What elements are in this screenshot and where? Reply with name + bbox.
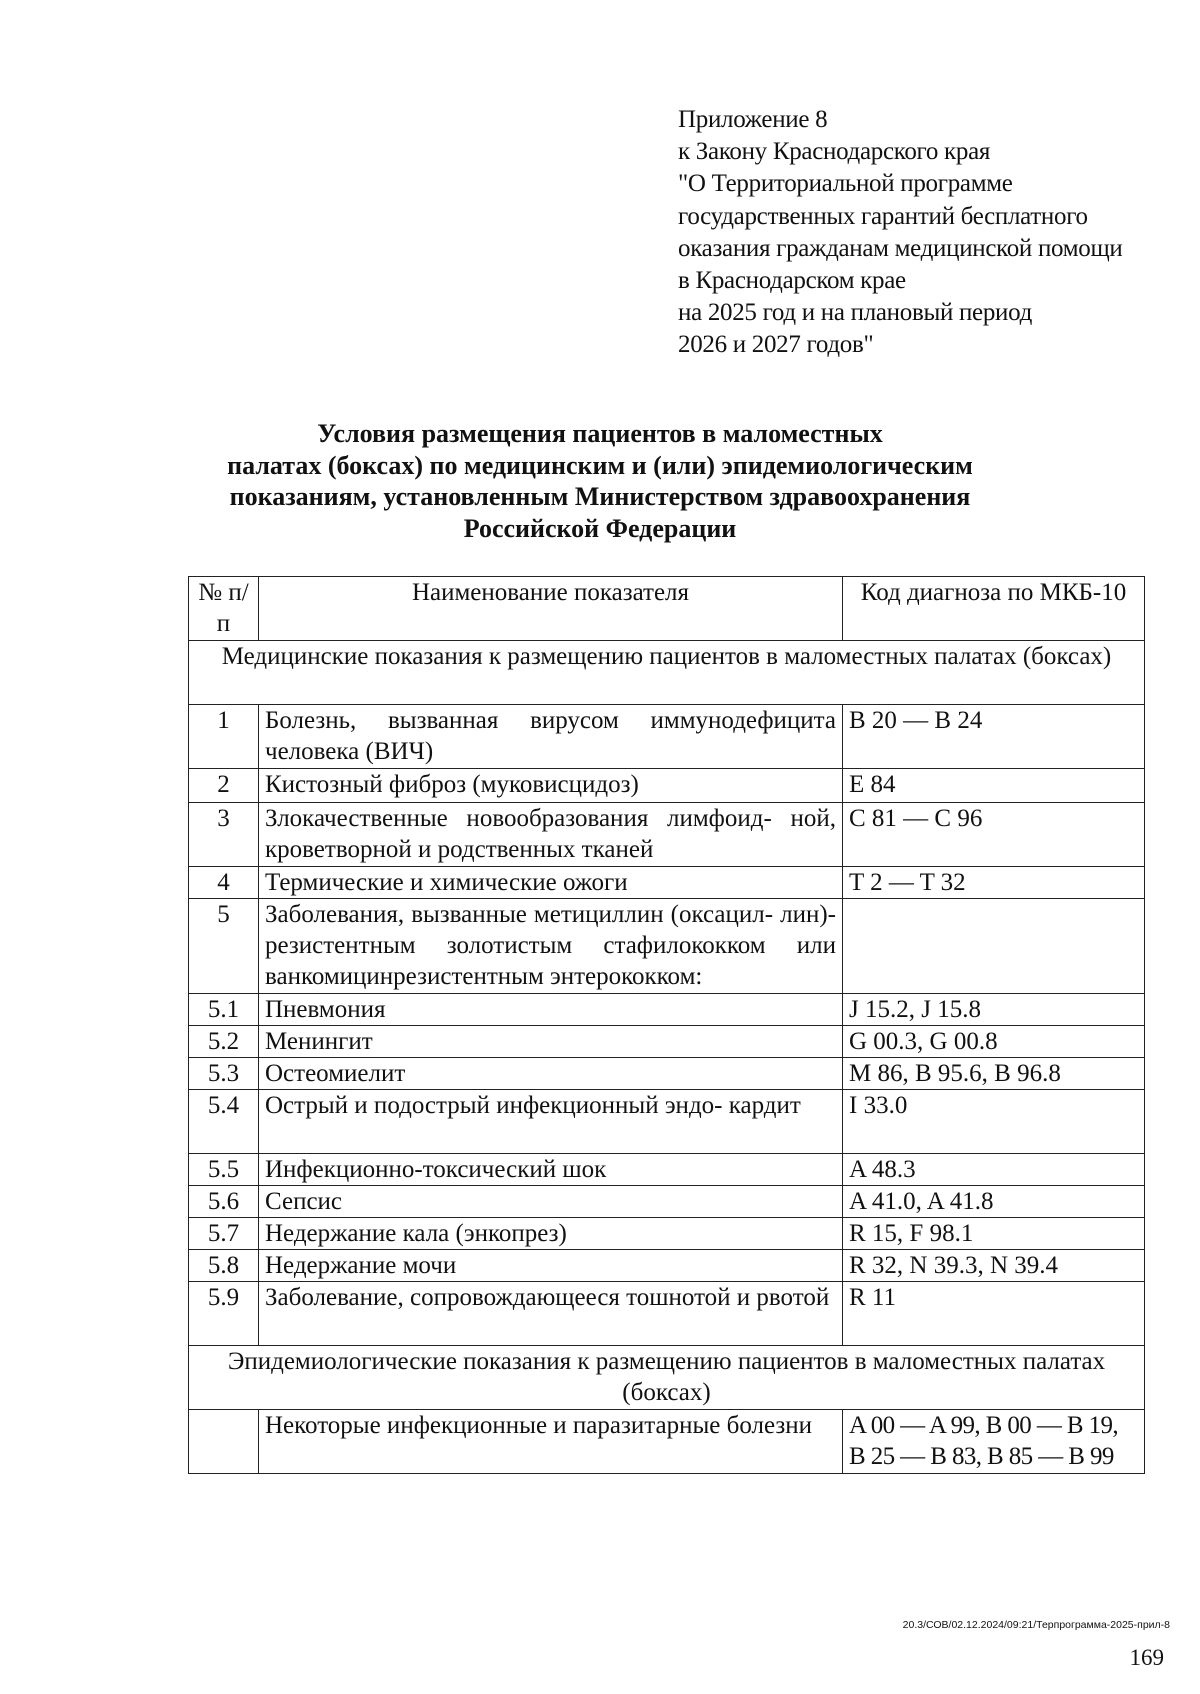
- row-code: J 15.2, J 15.8: [843, 994, 1145, 1026]
- row-name: Термические и химические ожоги: [259, 867, 843, 899]
- row-num: 5.5: [189, 1154, 259, 1186]
- row-num: 5: [189, 899, 259, 994]
- title-line: Российской Федерации: [463, 513, 737, 543]
- indications-table: [188, 576, 1145, 1474]
- appendix-line: государственных гарантий бесплатного: [678, 202, 1088, 230]
- row-num: 4: [189, 867, 259, 899]
- table-row: [189, 803, 1145, 867]
- row-num: 5.3: [189, 1058, 259, 1090]
- appendix-line: на 2025 год и на плановый период: [678, 299, 1033, 327]
- row-name: Болезнь, вызванная вирусом иммунодефицита человека (ВИЧ): [259, 705, 843, 769]
- appendix-line: в Краснодарском крае: [678, 267, 906, 295]
- table-row: [189, 769, 1145, 803]
- table-row: [189, 1282, 1145, 1346]
- section-medical: Медицинские показания к размещению пациентов в маломестных палатах (боксах): [189, 641, 1145, 705]
- row-code: R 11: [843, 1282, 1145, 1346]
- row-name: Пневмония: [259, 994, 843, 1026]
- row-name: Менингит: [259, 1026, 843, 1058]
- appendix-block: [678, 104, 1178, 362]
- appendix-line: Приложение 8: [678, 106, 828, 133]
- table-row: [189, 1058, 1145, 1090]
- row-name: Кистозный фиброз (муковисцидоз): [259, 769, 843, 803]
- row-code: [843, 899, 1145, 994]
- section-row-medical: [189, 641, 1145, 705]
- row-num: 5.8: [189, 1250, 259, 1282]
- row-num: [189, 1410, 259, 1474]
- row-code: R 15, F 98.1: [843, 1218, 1145, 1250]
- row-num: 5.6: [189, 1186, 259, 1218]
- document-title: [160, 418, 1040, 544]
- row-name: Заболевания, вызванные метициллин (оксацил- лин)-резистентным золотистым стафилококком или ванкомицинрезистентным энтерококком:: [259, 899, 843, 994]
- table-row: [189, 1250, 1145, 1282]
- title-line: Условия размещения пациентов в маломестных: [317, 419, 883, 448]
- table-row: [189, 1218, 1145, 1250]
- table-row: [189, 867, 1145, 899]
- row-num: 5.1: [189, 994, 259, 1026]
- document-stamp: 20.3/СОВ/02.12.2024/09:21/Терпрограмма-2025-прил-8: [902, 1619, 1170, 1631]
- table-row: [189, 1410, 1145, 1474]
- header-name: Наименование показателя: [259, 577, 843, 641]
- appendix-line: 2026 и 2027 годов": [678, 331, 874, 359]
- section-epidemiological: Эпидемиологические показания к размещению пациентов в маломестных палатах (боксах): [189, 1346, 1145, 1410]
- row-name: Остеомиелит: [259, 1058, 843, 1090]
- table-row: [189, 1186, 1145, 1218]
- row-num: 1: [189, 705, 259, 769]
- row-name: Недержание кала (энкопрез): [259, 1218, 843, 1250]
- row-code: B 20 — B 24: [843, 705, 1145, 769]
- table-row: [189, 1154, 1145, 1186]
- table-header-row: [189, 577, 1145, 641]
- page-number: 169: [1129, 1645, 1164, 1670]
- row-code: R 32, N 39.3, N 39.4: [843, 1250, 1145, 1282]
- row-name: Недержание мочи: [259, 1250, 843, 1282]
- table-row: [189, 994, 1145, 1026]
- row-code: I 33.0: [843, 1090, 1145, 1154]
- header-code: Код диагноза по МКБ-10: [843, 577, 1145, 641]
- row-code: A 41.0, A 41.8: [843, 1186, 1145, 1218]
- row-name: Некоторые инфекционные и паразитарные болезни: [259, 1410, 843, 1474]
- row-name: Инфекционно-токсический шок: [259, 1154, 843, 1186]
- row-code: M 86, B 95.6, B 96.8: [843, 1058, 1145, 1090]
- row-code: [843, 1410, 1145, 1474]
- row-code: E 84: [843, 769, 1145, 803]
- row-name: Сепсис: [259, 1186, 843, 1218]
- section-row-epidemiological: [189, 1346, 1145, 1410]
- row-name: Злокачественные новообразования лимфоид- ной, кроветворной и родственных тканей: [259, 803, 843, 867]
- title-line: палатах (боксах) по медицинским и (или) эпидемиологическим: [227, 450, 973, 480]
- table-row: [189, 899, 1145, 994]
- code-line: B 25 — B 83, B 85 — B 99: [849, 1443, 1114, 1470]
- title-line: показаниям, установленным Министерством здравоохранения: [229, 482, 971, 511]
- row-num: 5.2: [189, 1026, 259, 1058]
- appendix-line: оказания гражданам медицинской помощи: [678, 234, 1123, 262]
- row-num: 5.9: [189, 1282, 259, 1346]
- appendix-line: к Закону Краснодарского края: [678, 138, 991, 166]
- row-name: Заболевание, сопровождающееся тошнотой и рвотой: [259, 1282, 843, 1346]
- code-line: A 00 — A 99, B 00 — B 19,: [849, 1412, 1119, 1439]
- table-row: [189, 1090, 1145, 1154]
- appendix-line: "О Территориальной программе: [678, 170, 1013, 198]
- row-num: 5.4: [189, 1090, 259, 1154]
- row-num: 5.7: [189, 1218, 259, 1250]
- row-num: 2: [189, 769, 259, 803]
- row-num: 3: [189, 803, 259, 867]
- row-name: Острый и подострый инфекционный эндо- кардит: [259, 1090, 843, 1154]
- header-num: № п/п: [189, 577, 259, 641]
- row-code: C 81 — C 96: [843, 803, 1145, 867]
- row-code: A 48.3: [843, 1154, 1145, 1186]
- row-code: G 00.3, G 00.8: [843, 1026, 1145, 1058]
- row-code: T 2 — T 32: [843, 867, 1145, 899]
- table-row: [189, 1026, 1145, 1058]
- table-row: [189, 705, 1145, 769]
